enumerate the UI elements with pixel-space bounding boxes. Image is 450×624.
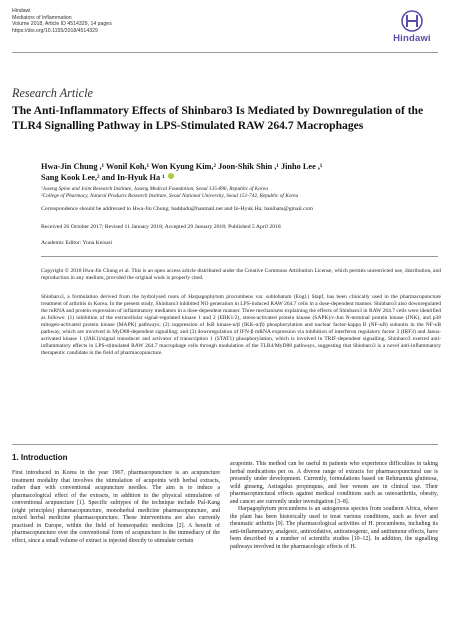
- copyright-notice: Copyright © 2018 Hwa-Jin Chung et al. This is an open access article distributed under the Creative Commons Attribution License, which permits unrestricted use, distribution, and reproduction in any medium, provided the original work is properly cited.: [41, 268, 441, 282]
- paragraph: acupoints. This method can be useful in patients who experience difficulties in taking herbal medications per os. A diverse range of extracts for pharmacopunctural use is presently under development. Currently, formulations based on Rehmannia glutinosa, wild ginseng, Astragalus propinquus, and bee venom are in clinical use. Their pharmacopunctural effects against medical conditions such as osteoarthritis, obesity, and cancer are currently under investigation [3–8].: [230, 461, 438, 505]
- author-line-2: [41, 172, 441, 183]
- correspondence: Correspondence should be addressed to Hwa-Jin Chung; baddudu@hanmail.net and In-Hyuk Ha; hanihata@gmail.com: [41, 206, 313, 212]
- orcid-icon[interactable]: [168, 173, 174, 179]
- author-line-2-text: Sang Kook Lee,² and In-Hyuk Ha ¹: [41, 173, 165, 183]
- abstract-divider: [12, 444, 438, 445]
- paragraph: Harpagophytum procumbens is an autogenous species from southern Africa, where the plant has been historically used to treat various conditions, such as fever and rheumatic arthritis [9]. The pharmacological activities of H. procumbens, including its anti-inflammatory, analgesic, antioxidative, antiosteogenic, and antitumour effects, have been described in a number of scientific studies [10–12]. In addition, the signalling pathways involved in the pharmacologic effects of H.: [230, 506, 438, 551]
- academic-editor: Academic Editor: Yona Keisari: [41, 240, 113, 246]
- paragraph: First introduced in Korea in the year 1967, pharmacopuncture is an acupuncture treatment modality that involves the stimulation of acupoints with herbal extracts, rather than with conventional acupuncture needles. The aim is to induce a pharmacological effect of the extracts, in addition to the physical stimulation of conventional acupuncture [1]. Specific subtypes of the technique include Pal-Kang (eight principles) pharmacopuncture, monoherbal medicine pharmacopuncture, and mixed herbal medicine pharmacopuncture. These interventions are also currently practised in Europe, within the field of homeopathic medicine [2]. A benefit of pharmacopuncture over the conventional form of acupuncture is the immediacy of the effect, since a small volume of extract is injected directly to stimulate certain: [12, 470, 220, 544]
- article-title: The Anti-Inflammatory Effects of Shinbaro3 Is Mediated by Downregulation of the TLR4 Signalling Pathway in LPS-Stimulated RAW 264.7 Macrophages: [12, 104, 424, 132]
- abstract: Shinbaro3, a formulation derived from the hydrolysed roots of Harpagophytum procumbens var. sublobatum (Engl.) Stapf, has been clinically used in the pharmacopuncture treatment of arthritis in Korea. In the present study, Shinbaro3 inhibited NO generation in LPS-induced RAW 264.7 cells in a dose-dependent manner. Shinbaro3 also downregulated the mRNA and protein expression of inflammatory mediators in a dose-dependent manner. Three mechanisms explaining the effects of Shinbaro3 in RAW 264.7 cells were identified as follows: (1) inhibition of the extracellular signal-regulated kinase 1 and 2 (ERK1/2), stress-activated protein kinase (SAPK)/c-Jun N-terminal protein kinase (JNK), and p38 mitogen-activated protein kinase (MAPK) pathways; (2) suppression of IκB kinase-α/β (IKK-α/β) phosphorylation and nuclear factor-kappa B (NF-κB) subunits in the NF-κB pathway, which are involved in MyD88-dependent signalling; and (3) downregulation of IFN-β mRNA expression via inhibition of interferon regulatory factor 3 (IRF3) and Janus-activated kinase 1 (JAK1)/signal transducer and activator of transcription 1 (STAT1) phosphorylation, which is involved in TRIF-dependent signalling. Shinbaro3 exerted anti-inflammatory effects in LPS-stimulated RAW 264.7 macrophage cells through modulation of the TLR4/MyD88 pathways, suggesting that Shinbaro3 is a novel anti-inflammatory therapeutic candidate in the field of pharmacopuncture.: [41, 294, 441, 356]
- meta-divider: [41, 256, 438, 257]
- volume-line: Volume 2018, Article ID 4514329, 14 pages: [12, 21, 112, 28]
- author-line-1: [41, 161, 441, 172]
- article-type: Research Article: [12, 86, 93, 100]
- affiliation-1: ¹Jaseng Spine and Joint Research Institute, Jaseng Medical Foundation, Seoul 135-896, Republic of Korea: [41, 186, 268, 192]
- hindawi-logo-icon: [401, 10, 423, 32]
- author-list: [41, 161, 441, 183]
- article-dates: Received 26 October 2017; Revised 11 January 2018; Accepted 29 January 2018; Published 5 April 2018: [41, 224, 281, 230]
- journal-name: Mediators of Inflammation: [12, 14, 72, 21]
- doi-link[interactable]: https://doi.org/10.1155/2018/4514329: [12, 27, 98, 34]
- header-divider: [12, 52, 438, 53]
- body-column-right: [230, 461, 438, 552]
- journal-header: [12, 8, 112, 34]
- section-heading: 1. Introduction: [12, 453, 68, 462]
- publisher-name: Hindawi: [12, 8, 31, 14]
- affiliation-2: ²College of Pharmacy, Natural Products Research Institute, Seoul National University, Seoul 151-742, Republic of Korea: [41, 193, 299, 200]
- hindawi-logo: [386, 10, 438, 44]
- author-line-1-text: Hwa-Jin Chung ,¹ Wonil Koh,¹ Won Kyung Kim,² Joon-Shik Shin ,¹ Jinho Lee ,¹: [41, 162, 323, 171]
- hindawi-logo-text: Hindawi: [393, 33, 431, 44]
- affiliations: [41, 186, 436, 201]
- body-column-left: [12, 470, 220, 545]
